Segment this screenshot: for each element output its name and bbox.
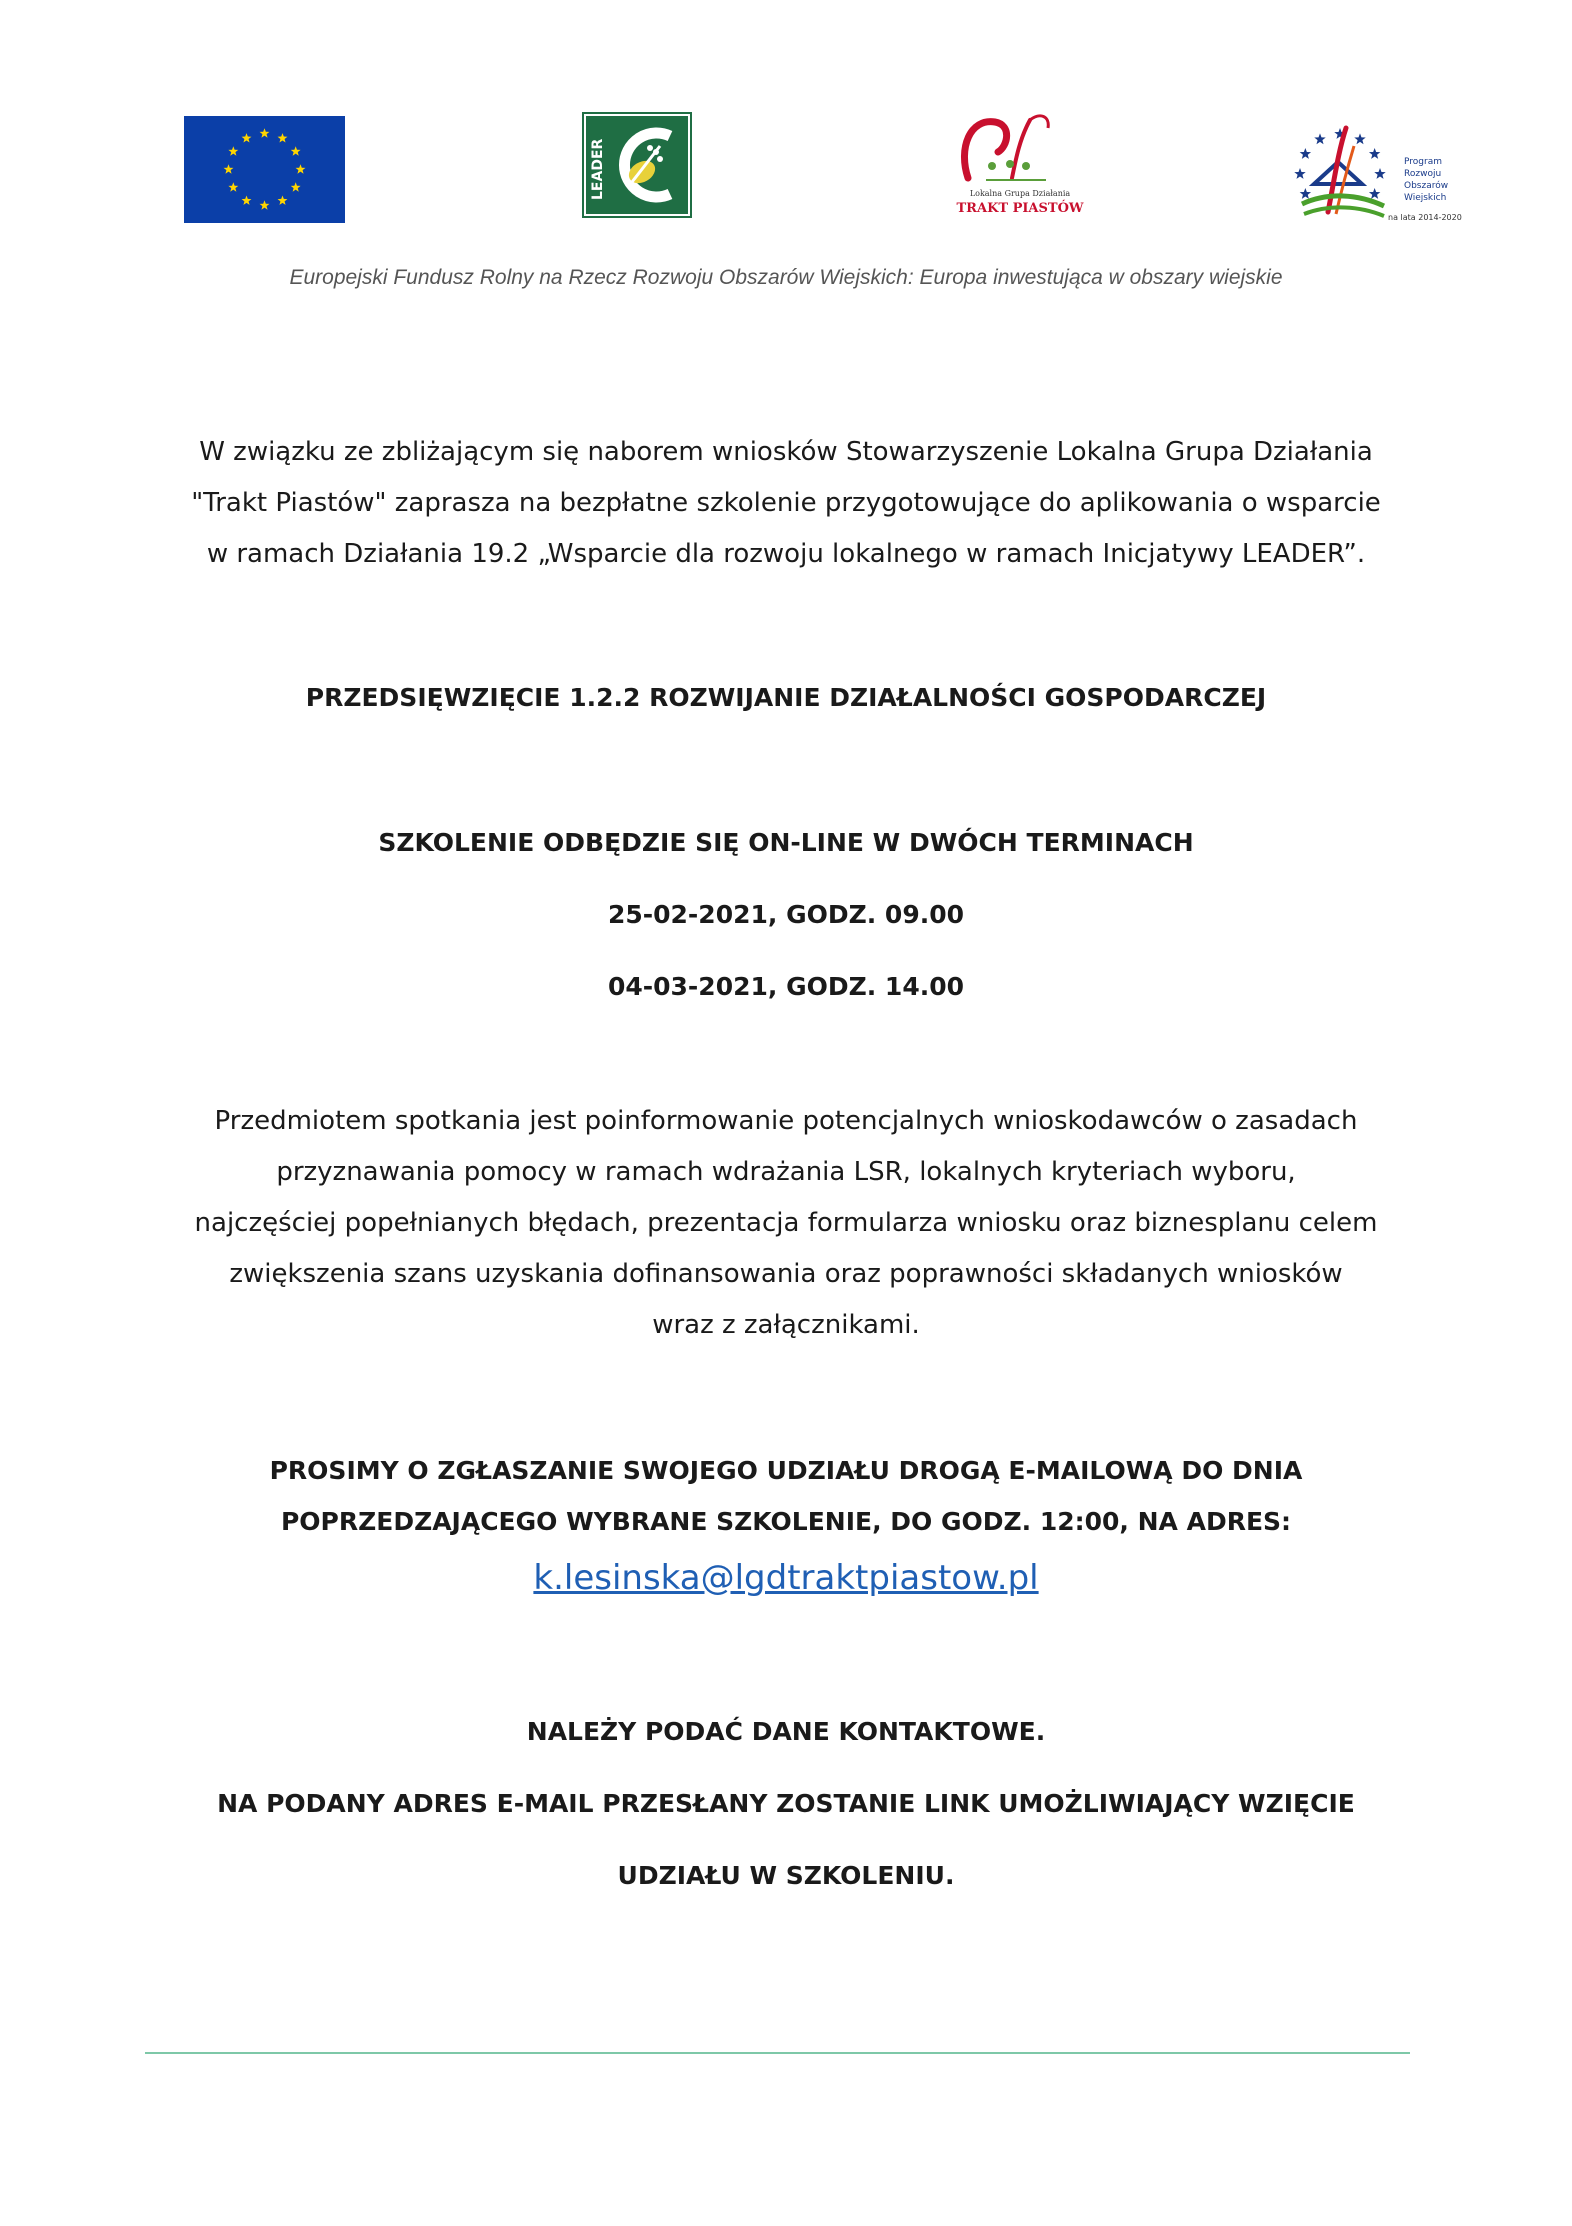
initiative-heading: PRZEDSIĘWZIĘCIE 1.2.2 ROZWIJANIE DZIAŁALNOŚCI GOSPODARCZEJ [305, 683, 1267, 712]
star-icon [291, 182, 301, 191]
schedule-date-1: 25-02-2021, GODZ. 09.00 [607, 900, 965, 929]
intro-paragraph [0, 427, 1572, 580]
prow-line-rozwoju: Rozwoju [1404, 169, 1442, 179]
footer-rule [145, 2052, 1410, 2054]
star-icon [242, 133, 252, 142]
star-icon [278, 133, 288, 142]
intro-line: W związku ze zbliżającym się naborem wniosków Stowarzyszenie Lokalna Grupa Działania [199, 437, 1373, 467]
eu-stars-icon [184, 116, 345, 223]
star-icon [1294, 168, 1305, 179]
star-icon [1314, 133, 1325, 144]
closing-line-2: NA PODANY ADRES E-MAIL PRZESŁANY ZOSTANIE LINK UMOŻLIWIAJĄCY WZIĘCIE [217, 1789, 1355, 1818]
registration-line-2: POPRZEDZAJĄCEGO WYBRANE SZKOLENIE, DO GODZ. 12:00, NA ADRES: [280, 1507, 1292, 1536]
star-icon [1374, 168, 1385, 179]
star-icon [260, 128, 270, 137]
prow-line-years: na lata 2014-2020 [1388, 213, 1462, 222]
star-icon [278, 195, 288, 204]
star-icon [296, 164, 306, 173]
eu-flag-logo [184, 116, 345, 223]
star-icon [291, 146, 301, 155]
star-icon [224, 164, 234, 173]
description-line: Przedmiotem spotkania jest poinformowanie potencjalnych wnioskodawców o zasadach [214, 1106, 1358, 1136]
description-line: najczęściej popełnianych błędach, prezentacja formularza wniosku oraz biznesplanu celem [194, 1208, 1378, 1238]
star-icon [242, 195, 252, 204]
prow-logo [1288, 122, 1468, 230]
prow-line-obszarow: Obszarów [1404, 181, 1449, 191]
description-line: wraz z załącznikami. [652, 1310, 920, 1340]
registration-line-1: PROSIMY O ZGŁASZANIE SWOJEGO UDZIAŁU DROGĄ E-MAILOWĄ DO DNIA [269, 1456, 1303, 1485]
prow-line-wiejskich: Wiejskich [1404, 193, 1447, 203]
trakt-piastow-logo [950, 108, 1090, 226]
description-paragraph [0, 1096, 1572, 1351]
description-line: przyznawania pomocy w ramach wdrażania LSR, lokalnych kryteriach wyboru, [276, 1157, 1296, 1187]
intro-line: w ramach Działania 19.2 „Wsparcie dla rozwoju lokalnego w ramach Inicjatywy LEADER”. [206, 539, 1366, 569]
trakt-logo-subtitle: Lokalna Grupa Działania [969, 189, 1071, 198]
closing-line-3: UDZIAŁU W SZKOLENIU. [617, 1861, 955, 1890]
star-icon [228, 146, 238, 155]
funding-caption: Europejski Fundusz Rolny na Rzecz Rozwoju Obszarów Wiejskich: Europa inwestująca w obszary wiejskie [289, 266, 1283, 289]
star-icon [1354, 133, 1365, 144]
email-link[interactable]: k.lesinska@lgdtraktpiastow.pl [533, 1558, 1039, 1598]
closing-line-1: NALEŻY PODAĆ DANE KONTAKTOWE. [526, 1717, 1046, 1746]
schedule-date-2: 04-03-2021, GODZ. 14.00 [607, 972, 965, 1001]
trakt-logo-title: TRAKT PIASTÓW [956, 201, 1084, 216]
star-icon [1369, 188, 1380, 199]
registration-email-wrap [0, 1558, 1572, 1598]
leader-logo-text: LEADER [590, 138, 606, 200]
star-icon [1300, 148, 1311, 159]
star-icon [260, 200, 270, 209]
prow-line-program: Program [1404, 157, 1442, 167]
schedule-heading: SZKOLENIE ODBĘDZIE SIĘ ON-LINE W DWÓCH TERMINACH [378, 828, 1194, 857]
star-icon [1300, 188, 1311, 199]
leader-logo [582, 112, 692, 218]
star-icon [228, 182, 238, 191]
description-line: zwiększenia szans uzyskania dofinansowania oraz poprawności składanych wniosków [229, 1259, 1343, 1289]
intro-line: "Trakt Piastów" zaprasza na bezpłatne szkolenie przygotowujące do aplikowania o wsparcie [191, 488, 1381, 518]
star-icon [1369, 148, 1380, 159]
